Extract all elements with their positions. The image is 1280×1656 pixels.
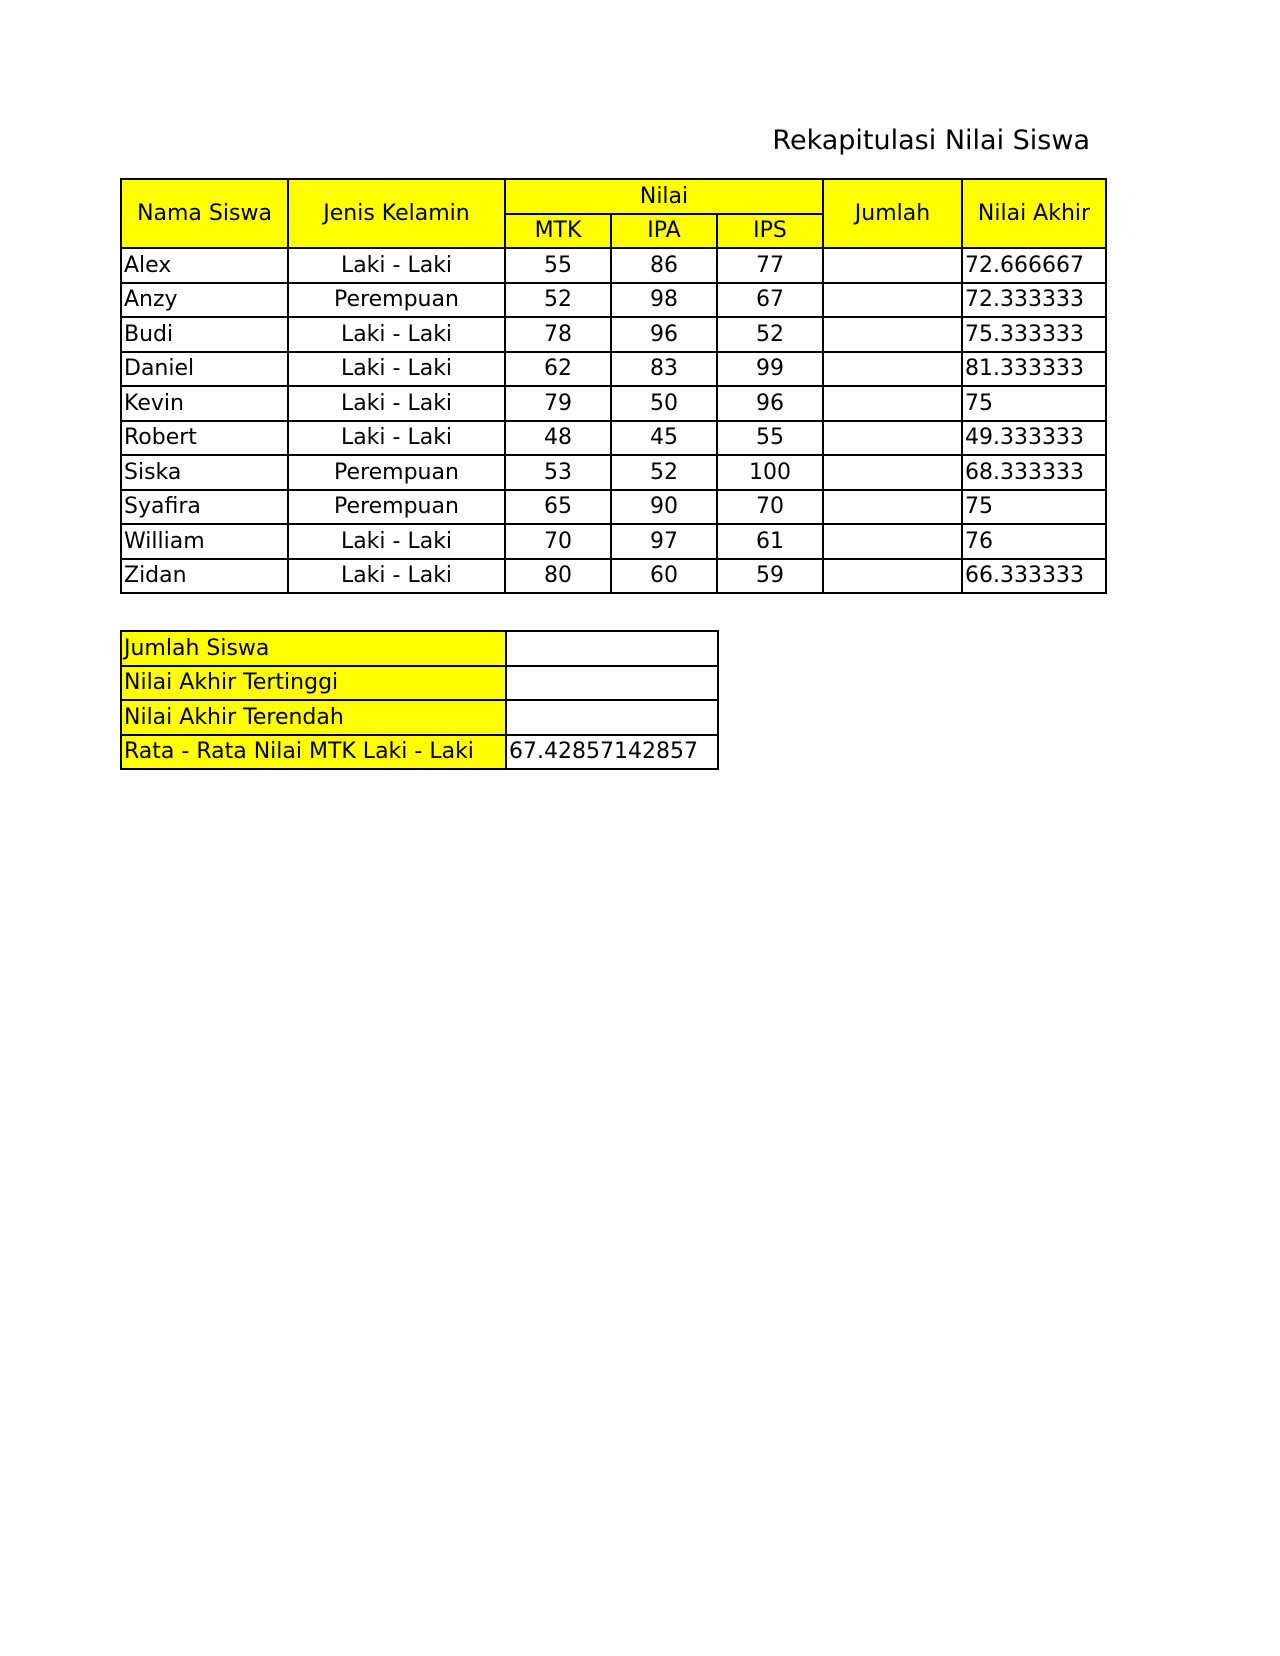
cell-jenis-kelamin[interactable]: Perempuan <box>288 455 505 490</box>
cell-jenis-kelamin[interactable]: Perempuan <box>288 283 505 318</box>
cell-nilai-akhir[interactable]: 72.666667 <box>962 248 1106 283</box>
cell-nama-siswa[interactable]: Zidan <box>121 559 288 594</box>
cell-ips[interactable]: 100 <box>717 455 823 490</box>
cell-nama-siswa[interactable]: Anzy <box>121 283 288 318</box>
cell-jenis-kelamin[interactable]: Laki - Laki <box>288 524 505 559</box>
cell-mtk[interactable]: 65 <box>505 490 611 525</box>
cell-mtk[interactable]: 70 <box>505 524 611 559</box>
grades-table <box>120 178 1107 594</box>
cell-mtk[interactable]: 78 <box>505 317 611 352</box>
cell-ips[interactable]: 77 <box>717 248 823 283</box>
cell-nama-siswa[interactable]: Kevin <box>121 386 288 421</box>
cell-ipa[interactable]: 86 <box>611 248 717 283</box>
cell-mtk[interactable]: 80 <box>505 559 611 594</box>
cell-mtk[interactable]: 55 <box>505 248 611 283</box>
summary-label[interactable]: Nilai Akhir Tertinggi <box>121 666 506 701</box>
cell-mtk[interactable]: 53 <box>505 455 611 490</box>
cell-ipa[interactable]: 45 <box>611 421 717 456</box>
cell-nama-siswa[interactable]: Robert <box>121 421 288 456</box>
cell-jumlah[interactable] <box>823 352 962 387</box>
cell-nilai-akhir[interactable]: 75 <box>962 386 1106 421</box>
header-ipa[interactable]: IPA <box>611 214 717 249</box>
cell-nilai-akhir[interactable]: 49.333333 <box>962 421 1106 456</box>
summary-value[interactable] <box>506 666 718 701</box>
cell-jumlah[interactable] <box>823 248 962 283</box>
header-nama-siswa[interactable]: Nama Siswa <box>121 179 288 248</box>
cell-ips[interactable]: 59 <box>717 559 823 594</box>
header-nilai[interactable]: Nilai <box>505 179 823 214</box>
cell-ipa[interactable]: 50 <box>611 386 717 421</box>
summary-row <box>121 666 718 701</box>
cell-nilai-akhir[interactable]: 75 <box>962 490 1106 525</box>
cell-ips[interactable]: 99 <box>717 352 823 387</box>
cell-ipa[interactable]: 83 <box>611 352 717 387</box>
cell-ips[interactable]: 70 <box>717 490 823 525</box>
table-row <box>121 455 1106 490</box>
cell-ipa[interactable]: 52 <box>611 455 717 490</box>
cell-nama-siswa[interactable]: Alex <box>121 248 288 283</box>
cell-jenis-kelamin[interactable]: Laki - Laki <box>288 317 505 352</box>
cell-jenis-kelamin[interactable]: Laki - Laki <box>288 559 505 594</box>
summary-row <box>121 735 718 770</box>
summary-value[interactable] <box>506 700 718 735</box>
cell-ipa[interactable]: 97 <box>611 524 717 559</box>
cell-nama-siswa[interactable]: Daniel <box>121 352 288 387</box>
cell-jenis-kelamin[interactable]: Perempuan <box>288 490 505 525</box>
cell-jumlah[interactable] <box>823 455 962 490</box>
grades-body <box>121 248 1106 593</box>
cell-ipa[interactable]: 90 <box>611 490 717 525</box>
cell-jumlah[interactable] <box>823 317 962 352</box>
cell-jumlah[interactable] <box>823 559 962 594</box>
summary-row <box>121 700 718 735</box>
cell-ipa[interactable]: 60 <box>611 559 717 594</box>
table-row <box>121 248 1106 283</box>
cell-nilai-akhir[interactable]: 68.333333 <box>962 455 1106 490</box>
cell-jumlah[interactable] <box>823 524 962 559</box>
table-row <box>121 317 1106 352</box>
cell-nilai-akhir[interactable]: 66.333333 <box>962 559 1106 594</box>
cell-mtk[interactable]: 52 <box>505 283 611 318</box>
cell-jenis-kelamin[interactable]: Laki - Laki <box>288 352 505 387</box>
cell-ips[interactable]: 96 <box>717 386 823 421</box>
table-row <box>121 283 1106 318</box>
table-row <box>121 559 1106 594</box>
summary-label[interactable]: Jumlah Siswa <box>121 631 506 666</box>
header-jumlah[interactable]: Jumlah <box>823 179 962 248</box>
cell-ips[interactable]: 61 <box>717 524 823 559</box>
cell-jumlah[interactable] <box>823 490 962 525</box>
summary-label[interactable]: Nilai Akhir Terendah <box>121 700 506 735</box>
cell-nilai-akhir[interactable]: 76 <box>962 524 1106 559</box>
summary-body <box>121 631 718 769</box>
cell-jumlah[interactable] <box>823 283 962 318</box>
cell-jumlah[interactable] <box>823 421 962 456</box>
cell-mtk[interactable]: 62 <box>505 352 611 387</box>
cell-mtk[interactable]: 48 <box>505 421 611 456</box>
header-mtk[interactable]: MTK <box>505 214 611 249</box>
header-ips[interactable]: IPS <box>717 214 823 249</box>
cell-ipa[interactable]: 96 <box>611 317 717 352</box>
cell-mtk[interactable]: 79 <box>505 386 611 421</box>
cell-jenis-kelamin[interactable]: Laki - Laki <box>288 386 505 421</box>
cell-ips[interactable]: 67 <box>717 283 823 318</box>
table-row <box>121 352 1106 387</box>
cell-ips[interactable]: 52 <box>717 317 823 352</box>
cell-jenis-kelamin[interactable]: Laki - Laki <box>288 421 505 456</box>
summary-row <box>121 631 718 666</box>
cell-nama-siswa[interactable]: Budi <box>121 317 288 352</box>
table-row <box>121 490 1106 525</box>
summary-table <box>120 630 719 770</box>
header-jenis-kelamin[interactable]: Jenis Kelamin <box>288 179 505 248</box>
header-nilai-akhir[interactable]: Nilai Akhir <box>962 179 1106 248</box>
summary-value[interactable]: 67.42857142857 <box>506 735 718 770</box>
cell-nilai-akhir[interactable]: 81.333333 <box>962 352 1106 387</box>
summary-label[interactable]: Rata - Rata Nilai MTK Laki - Laki <box>121 735 506 770</box>
page-title: Rekapitulasi Nilai Siswa <box>772 125 1090 156</box>
cell-nilai-akhir[interactable]: 75.333333 <box>962 317 1106 352</box>
summary-value[interactable] <box>506 631 718 666</box>
cell-jumlah[interactable] <box>823 386 962 421</box>
table-row <box>121 421 1106 456</box>
table-row <box>121 386 1106 421</box>
cell-nama-siswa[interactable]: Syafira <box>121 490 288 525</box>
cell-nama-siswa[interactable]: Siska <box>121 455 288 490</box>
cell-ipa[interactable]: 98 <box>611 283 717 318</box>
cell-nama-siswa[interactable]: William <box>121 524 288 559</box>
cell-ips[interactable]: 55 <box>717 421 823 456</box>
cell-nilai-akhir[interactable]: 72.333333 <box>962 283 1106 318</box>
table-row <box>121 524 1106 559</box>
cell-jenis-kelamin[interactable]: Laki - Laki <box>288 248 505 283</box>
